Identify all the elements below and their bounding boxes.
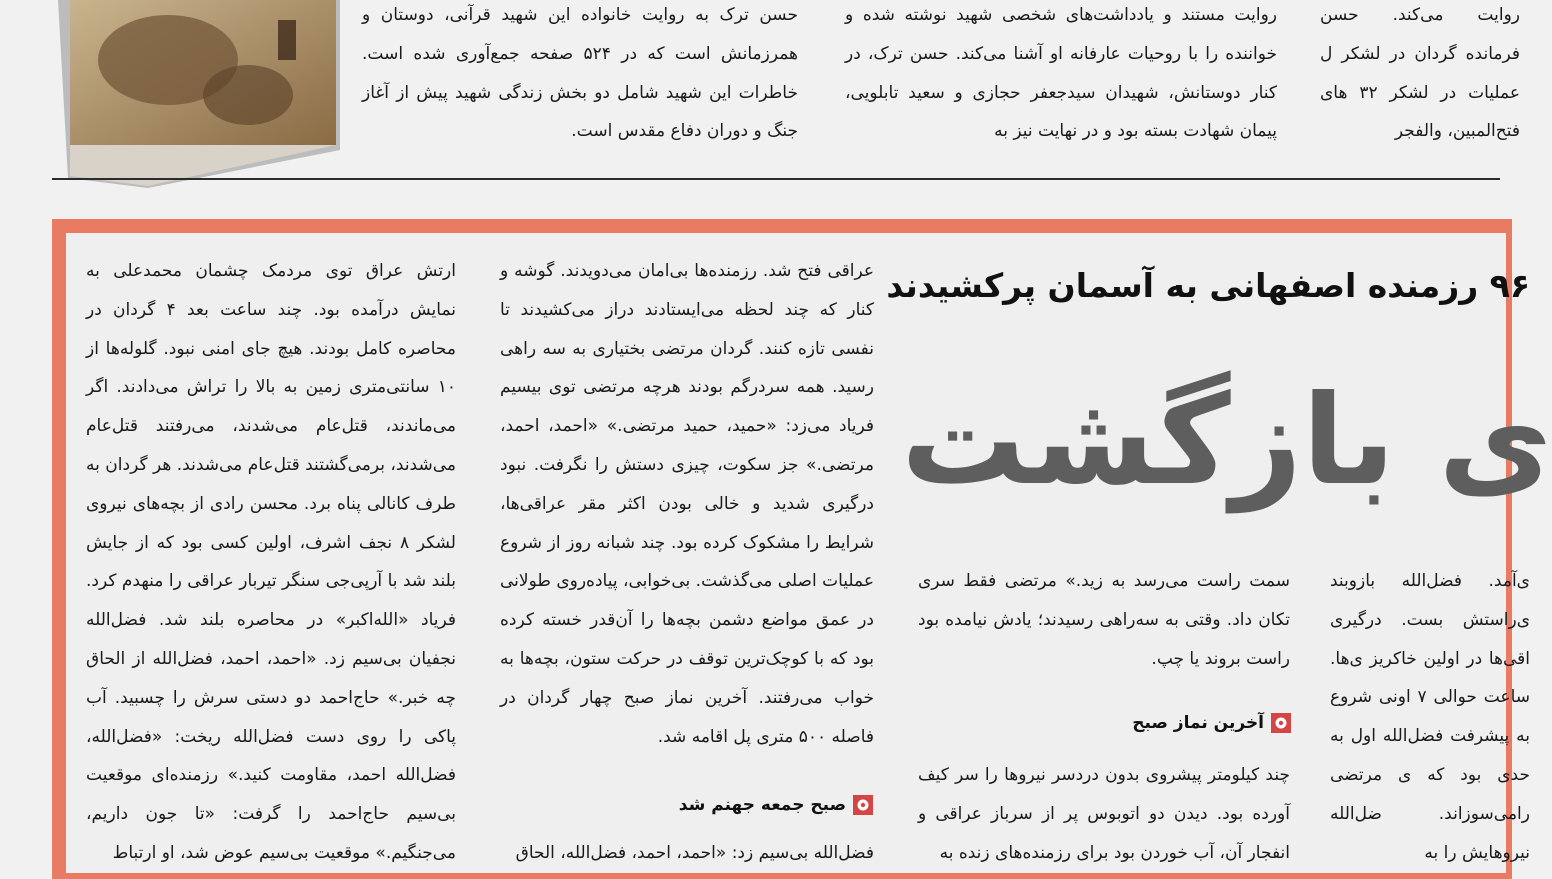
flower-icon xyxy=(1270,712,1292,734)
article-column-mid-b: فضل‌الله بی‌سیم زد: «احمد، احمد، فضل‌الله، الحاق xyxy=(515,843,874,863)
top-column-far-right: روایت می‌کند. حسن فرمانده گردان در لشکر ل عملیات در لشکر ۳۲ های فتح‌المبین، والفجر xyxy=(1320,5,1520,142)
article-column-edge: ی‌آمد. فضل‌الله بازوبند ی‌راستش بست. درگیری اقی‌ها در اولین خاکریز ی‌ها. ساعت حوالی ۷ اونی شروع به پیشرفت فضل‌الله اول به حدی بود که ی مرتضی رامی‌سوزاند. ضل‌الله نیروهایش را به xyxy=(1330,571,1531,863)
article-column-left: ارتش عراق توی مردمک چشمان محمدعلی به نمایش درآمده بود. چند ساعت بعد ۴ گردان در محاصره کامل بودند. هیچ جای امنی نبود. گلوله‌ها از ۱۰ سانتی‌متری زمین به بالا را تراش می‌دادند. اگر می‌ماندند، قتل‌عام می‌شدند، می‌رفتند قتل‌عام می‌شدند، برمی‌گشتند قتل‌عام می‌شدند. هر گردان به طرف کانالی پناه برد. محسن رادی از بچه‌های نیروی لشکر ۸ نجف اشرف، اولین کسی بود که از جایش بلند شد با آرپی‌جی سنگر تیربار عراقی را منهدم کرد. فریاد «الله‌اکبر» در محاصره بلند شد. فضل‌الله نجفیان بی‌سیم زد. «احمد، احمد، فضل‌الله از الحاق چه خبر.» حاج‌احمد دو دستی سرش را چسبید. آب پاکی را روی دست فضل‌الله ریخت: «فضل‌الله، فضل‌الله احمد، مقاومت کنید.» رزمنده‌ای موقعیت بی‌سیم حاج‌احمد را گرفت: «تا جون داریم، می‌جنگیم.» موقعیت بی‌سیم عوض شد، او ارتباط xyxy=(86,261,457,863)
article-column-center-b: چند کیلومتر پیشروی بدون دردسر نیروها را سر کیف آورده بود. دیدن دو اتوبوس پر از سرباز عراقی و انفجار آن، آب خوردن بود برای رزمنده‌های زنده به xyxy=(918,765,1290,863)
subhead-friday-morning xyxy=(560,794,874,816)
book-cover-image xyxy=(58,0,340,188)
subhead-last-prayer xyxy=(1000,712,1292,734)
section-divider xyxy=(52,178,1500,180)
flower-icon xyxy=(852,794,874,816)
top-column-right: روایت مستند و یادداشت‌های شخصی شهید نوشته شده و خواننده را با روحیات عارفانه او آشنا می‌کند. حسن ترک، در کنار دوستانش، شهیدان سیدجعفر حجازی و سعید تابلویی، پیمان شهادت بسته بود و در نهایت نیز به xyxy=(845,5,1277,142)
article-headline: ۹۶ رزمنده اصفهانی به آسمان پرکشیدند xyxy=(886,266,1530,305)
article-column-mid: عراقی فتح شد. رزمنده‌ها بی‌امان می‌دویدند. گوشه و کنار که چند لحظه می‌ایستادند دراز می‌کشیدند تا نفسی تازه کنند. گردان مرتضی بختیاری به سه راهی رسید. همه سردرگم بودند هرچه مرتضی توی بیسیم فریاد می‌زد: «حمید، حمید مرتضی.» «احمد، احمد، مرتضی.» جز سکوت، چیزی دستش را نگرفت. نبود درگیری شدید و خالی بودن اکثر مقر عراقی‌ها، شرایط را مشکوک کرده بود. چند شبانه روز از شروع عملیات اصلی می‌گذشت. بی‌خوابی، پیاده‌روی طولانی در عمق مواضع دشمن بچه‌ها را آن‌قدر خسته کرده بود که با کوچک‌ترین توقف در حرکت ستون، بچه‌ها به خواب می‌رفتند. آخرین نماز صبح چهار گردان در فاصله ۵۰۰ متری پل اقامه شد. xyxy=(500,261,874,747)
subhead-last-prayer-text: آخرین نماز صبح xyxy=(1132,713,1264,733)
subhead-friday-morning-text: صبح جمعه جهنم شد xyxy=(678,795,846,815)
article-big-title: ی بازگشت xyxy=(901,369,1552,513)
article-column-center: سمت راست می‌رسد به زید.» مرتضی فقط سری تکان داد. وقتی به سه‌راهی رسیدند؛ یادش نیامده بود راست بروند یا چپ. xyxy=(918,571,1290,669)
top-column-left: حسن ترک به روایت خانواده این شهید قرآنی، دوستان و همرزمانش است که در ۵۲۴ صفحه جمع‌آوری شده است. خاطرات این شهید شامل دو بخش زندگی شهید پیش از آغاز جنگ و دوران دفاع مقدس است. xyxy=(362,5,798,142)
